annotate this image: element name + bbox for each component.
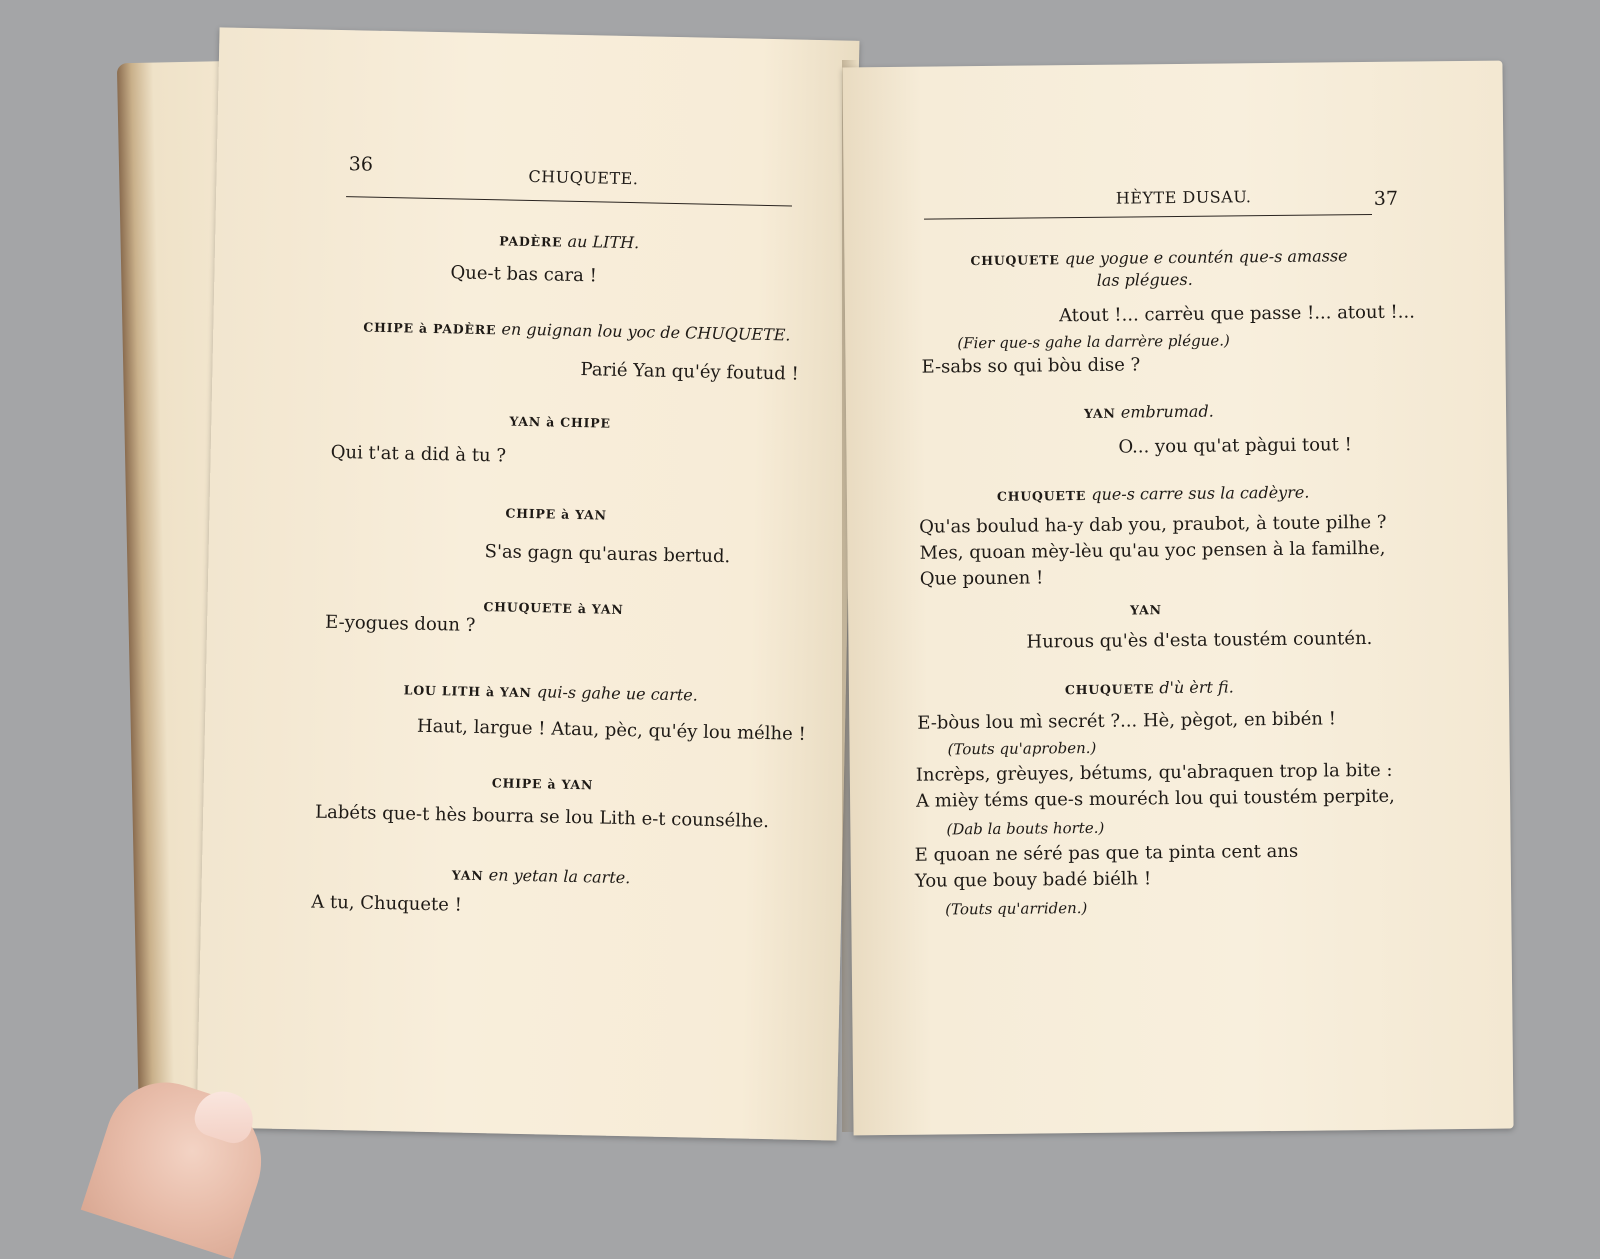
verse-line: S'as gagn qu'auras bertud.: [484, 541, 731, 568]
verse-line: A mièy téms que-s mouréch lou qui toustém perpite,: [916, 785, 1395, 812]
running-head-right: HÈYTE DUSAU.: [1115, 187, 1252, 208]
verse-line: Mes, quoan mèy-lèu qu'au yoc pensen à la familhe,: [919, 537, 1386, 564]
verse-line: E-sabs so qui bòu dise ?: [921, 354, 1141, 378]
page-number-right: 37: [1373, 187, 1399, 210]
speaker-line: CHIPE à YAN: [491, 775, 594, 793]
verse-line: Atout !... carrèu que passe !... atout !...: [1058, 301, 1416, 327]
stage-direction: (Touts qu'arriden.): [945, 898, 1088, 919]
verse-line: O... you qu'at pàgui tout !: [1118, 434, 1352, 458]
verse-line: E quoan ne séré pas que ta pinta cent ans: [914, 840, 1299, 866]
speaker-line: CHUQUETE d'ù èrt fi.: [1064, 677, 1234, 698]
speaker-line: CHIPE à PADÈRE en guignan lou yoc de CHUQUETE.: [363, 319, 791, 345]
verse-line: Haut, largue ! Atau, pèc, qu'éy lou mélhe !: [416, 715, 806, 745]
verse-line: Que-t bas cara !: [450, 262, 598, 287]
page-number-left: 36: [348, 153, 374, 176]
verse-line: Qui t'at a did à tu ?: [330, 441, 507, 467]
speaker-line: YAN embrumad.: [1083, 401, 1214, 422]
left-page: [197, 27, 860, 1140]
verse-line: Que pounen !: [919, 567, 1044, 590]
speaker-line: CHUQUETE à YAN: [483, 599, 624, 618]
header-rule-right: [924, 214, 1372, 220]
verse-line: Labéts que-t hès bourra se lou Lith e-t counsélhe.: [314, 801, 770, 833]
speaker-line: YAN: [1130, 602, 1162, 618]
speaker-line: YAN en yetan la carte.: [451, 865, 631, 888]
speaker-line: YAN à CHIPE: [509, 413, 611, 431]
running-head-left: CHUQUETE.: [528, 166, 639, 189]
speaker-line: PADÈRE au LITH.: [499, 231, 640, 253]
speaker-line: CHUQUETE que yogue e countén que-s amasse: [970, 246, 1348, 269]
stage-direction: (Fier que-s gahe la darrère plégue.): [957, 331, 1230, 353]
speaker-line: LOU LITH à YAN qui-s gahe ue carte.: [403, 682, 699, 705]
verse-line: Parié Yan qu'éy foutud !: [580, 359, 799, 385]
verse-line: Hurous qu'ès d'esta toustém countén.: [1026, 627, 1373, 653]
verse-line: Incrèps, grèuyes, bétums, qu'abraquen trop la bite :: [915, 759, 1393, 786]
verse-line: A tu, Chuquete !: [311, 891, 463, 916]
speaker-line: CHUQUETE que-s carre sus la cadèyre.: [996, 482, 1310, 504]
stage-direction: (Touts qu'aproben.): [947, 738, 1097, 759]
right-page: [842, 61, 1513, 1136]
verse-line: You que bouy badé biélh !: [914, 868, 1152, 892]
verse-line: E-bòus lou mì secrét ?... Hè, pègot, en bibén !: [917, 708, 1337, 734]
stage-direction: (Dab la bouts horte.): [946, 818, 1105, 839]
verse-line: E-yogues doun ?: [324, 611, 476, 636]
header-rule-left: [346, 196, 792, 206]
speaker-line: CHIPE à YAN: [505, 505, 608, 523]
verse-line: Qu'as boulud ha-y dab you, praubot, à toute pilhe ?: [919, 511, 1387, 538]
speaker-direction-cont: las plégues.: [1096, 269, 1193, 290]
